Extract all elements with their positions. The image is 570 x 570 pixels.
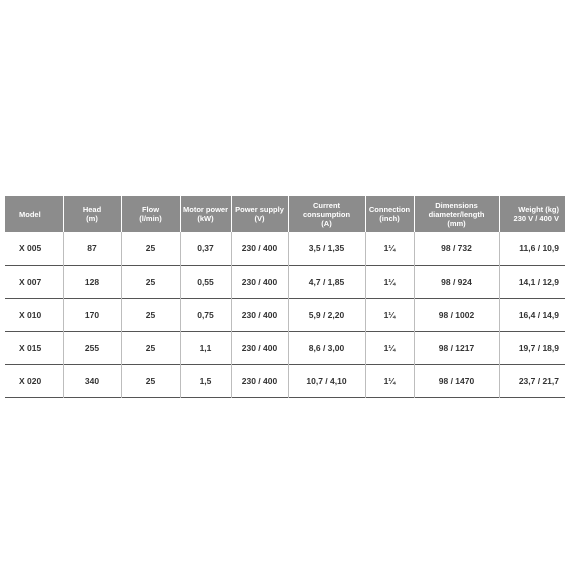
cell-connection: 1¼	[365, 331, 414, 364]
spec-table-container	[5, 196, 565, 398]
cell-head: 255	[63, 331, 121, 364]
table-row	[5, 265, 565, 298]
cell-model: X 007	[5, 265, 63, 298]
cell-head: 170	[63, 298, 121, 331]
header-connection: Connection (inch)	[365, 196, 414, 232]
cell-flow: 25	[121, 232, 180, 265]
table-row	[5, 232, 565, 265]
cell-flow: 25	[121, 331, 180, 364]
header-current-consumption: Current consumption (A)	[288, 196, 365, 232]
header-head: Head (m)	[63, 196, 121, 232]
cell-flow: 25	[121, 265, 180, 298]
cell-weight: 19,7 / 18,9	[518, 342, 559, 353]
cell-weight: 16,4 / 14,9	[518, 309, 559, 320]
cell-power-supply: 230 / 400	[231, 331, 288, 364]
cell-power-supply: 230 / 400	[231, 265, 288, 298]
cell-head: 87	[63, 232, 121, 265]
cell-connection: 1¼	[365, 298, 414, 331]
cell-weight: 11,6 / 10,9	[519, 243, 559, 254]
cell-connection: 1¼	[365, 232, 414, 265]
cell-power-supply: 230 / 400	[231, 232, 288, 265]
cell-motor-power: 1,5	[180, 364, 231, 397]
cell-motor-power: 0,75	[180, 298, 231, 331]
cell-weight: 14,1 / 12,9	[518, 276, 559, 287]
header-weight: Weight (kg) 230 V / 400 V	[513, 205, 559, 223]
cell-model: X 015	[5, 331, 63, 364]
header-row	[5, 196, 565, 232]
header-model: Model	[5, 196, 63, 232]
cell-connection: 1¼	[365, 265, 414, 298]
cell-flow: 25	[121, 298, 180, 331]
cell-current-consumption: 4,7 / 1,85	[288, 265, 365, 298]
cell-flow: 25	[121, 364, 180, 397]
cell-motor-power: 0,55	[180, 265, 231, 298]
cell-head: 340	[63, 364, 121, 397]
cell-dimensions: 98 / 1217	[414, 331, 499, 364]
header-power-supply: Power supply (V)	[231, 196, 288, 232]
header-flow: Flow (l/min)	[121, 196, 180, 232]
cell-weight: 23,7 / 21,7	[518, 375, 559, 386]
cell-motor-power: 1,1	[180, 331, 231, 364]
cell-dimensions: 98 / 1470	[414, 364, 499, 397]
cell-dimensions: 98 / 1002	[414, 298, 499, 331]
cell-model: X 005	[5, 232, 63, 265]
header-dimensions: Dimensions diameter/length (mm)	[414, 196, 499, 232]
cell-power-supply: 230 / 400	[231, 364, 288, 397]
cell-current-consumption: 10,7 / 4,10	[288, 364, 365, 397]
spec-table	[5, 196, 565, 398]
cell-connection: 1¼	[365, 364, 414, 397]
table-row	[5, 331, 565, 364]
table-row	[5, 364, 565, 397]
cell-current-consumption: 5,9 / 2,20	[288, 298, 365, 331]
header-motor-power: Motor power (kW)	[180, 196, 231, 232]
cell-head: 128	[63, 265, 121, 298]
cell-current-consumption: 3,5 / 1,35	[288, 232, 365, 265]
cell-model: X 010	[5, 298, 63, 331]
cell-dimensions: 98 / 924	[414, 265, 499, 298]
table-row	[5, 298, 565, 331]
cell-power-supply: 230 / 400	[231, 298, 288, 331]
cell-current-consumption: 8,6 / 3,00	[288, 331, 365, 364]
cell-model: X 020	[5, 364, 63, 397]
cell-motor-power: 0,37	[180, 232, 231, 265]
cell-dimensions: 98 / 732	[414, 232, 499, 265]
